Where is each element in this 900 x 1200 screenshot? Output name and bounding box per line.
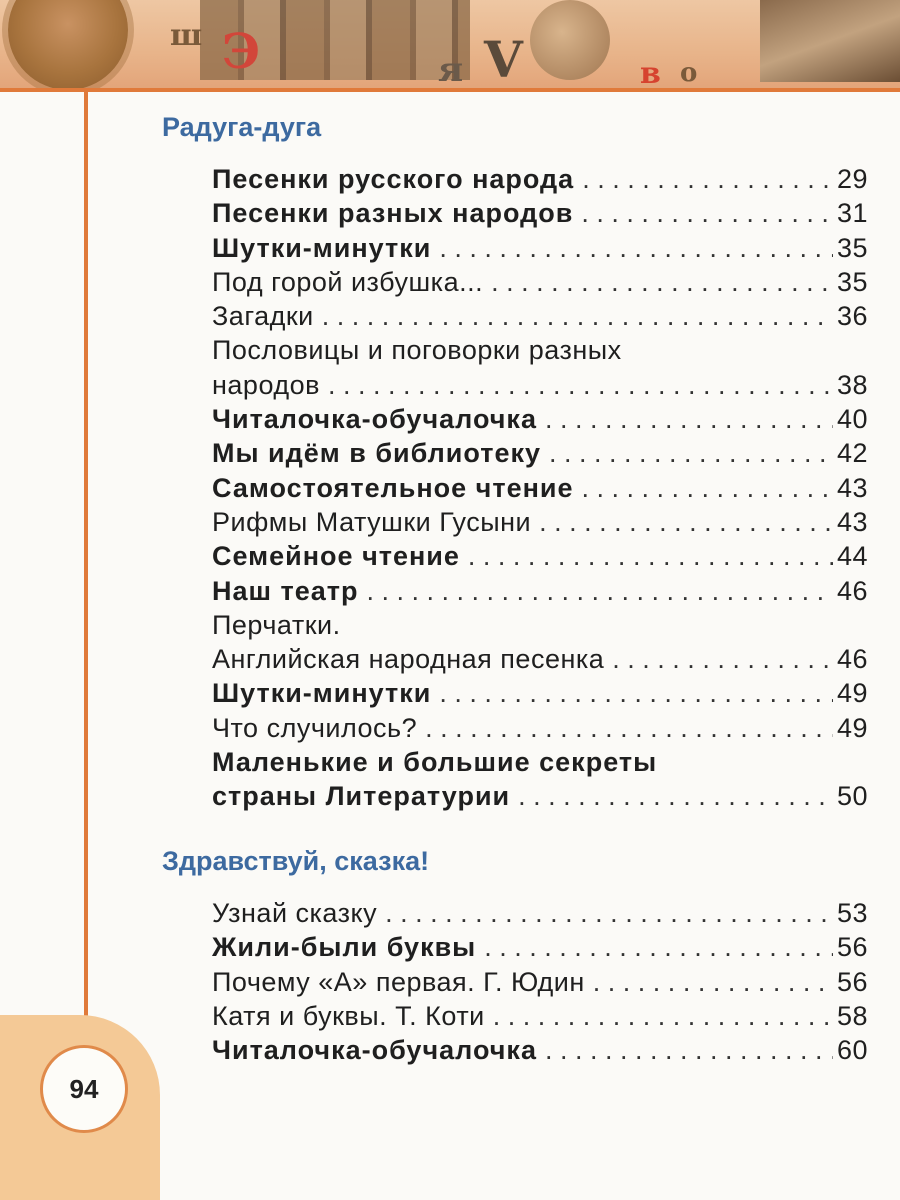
- toc-entry: [212, 265, 868, 299]
- toc-leader-dots: [468, 539, 833, 573]
- toc-entry-page: 36: [836, 301, 868, 332]
- toc-entry-title: Жили-были буквы: [212, 932, 477, 963]
- toc-entry-page: 35: [836, 266, 868, 297]
- toc-entry: [212, 711, 868, 745]
- toc-entry-page: 43: [836, 506, 868, 537]
- toc-leader-dots: [612, 642, 833, 676]
- toc-leader-dots: [518, 779, 833, 813]
- toc-entry: [212, 574, 868, 608]
- toc-entry: [212, 745, 868, 779]
- toc-entry-page: 49: [836, 712, 868, 743]
- banner-letter: я: [438, 50, 464, 88]
- toc-entry: [212, 299, 868, 333]
- banner-letter: Э: [222, 24, 261, 80]
- toc-entry-title: Песенки русского народа: [212, 164, 575, 194]
- toc-leader-dots: [439, 676, 833, 710]
- toc-leader-dots: [581, 196, 833, 230]
- header-divider: [0, 88, 900, 92]
- toc-entry-page: 29: [836, 164, 868, 194]
- toc-entry: [212, 896, 868, 930]
- toc-entry: [212, 965, 868, 999]
- toc-entry-title: Почему «А» первая. Г. Юдин: [212, 966, 585, 997]
- toc-entry-page: 56: [836, 966, 868, 997]
- toc-entry-title: Рифмы Матушки Гусыни: [212, 506, 532, 537]
- toc-entry: [212, 608, 868, 642]
- toc-entry: [212, 436, 868, 470]
- toc-entry-page: 43: [836, 472, 868, 503]
- toc-leader-dots: [439, 231, 833, 265]
- toc-entry: [212, 642, 868, 676]
- toc-entry-page: 50: [836, 781, 868, 812]
- toc-entry: [212, 676, 868, 710]
- banner-letter: в: [640, 56, 661, 88]
- toc-entry-page: 42: [836, 438, 868, 469]
- toc-entry-page: 46: [836, 575, 868, 606]
- toc-entry-title: Самостоятельное чтение: [212, 472, 574, 503]
- toc-entry-title: Узнай сказку: [212, 898, 378, 928]
- toc-entry-page: 38: [836, 369, 868, 400]
- toc-entry-title: страны Литературии: [212, 781, 511, 812]
- toc-entry-title: Читалочка-обучалочка: [212, 1035, 537, 1066]
- toc-entry-title: Наш театр: [212, 575, 359, 606]
- toc-leader-dots: [545, 402, 833, 436]
- toc-entry-page: 44: [836, 541, 868, 572]
- toc-entry-title: Английская народная песенка: [212, 644, 605, 675]
- toc-leader-dots: [582, 162, 833, 196]
- toc-leader-dots: [539, 505, 833, 539]
- toc-entry: [212, 368, 868, 402]
- open-book-icon: [760, 0, 900, 82]
- toc-entry-title: Шутки-минутки: [212, 232, 432, 263]
- toc-entry: [212, 196, 868, 230]
- toc-list: [212, 162, 868, 814]
- section-title: Радуга-дуга: [162, 112, 322, 142]
- toc-entry-title: Шутки-минутки: [212, 678, 432, 709]
- toc-entry-title: Перчатки.: [212, 609, 341, 640]
- toc-entry: [212, 231, 868, 265]
- toc-entry-title: Маленькие и большие секреты: [212, 747, 658, 778]
- header-banner: [0, 0, 900, 88]
- toc-entry-title: Пословицы и поговорки разных: [212, 335, 622, 366]
- page-number: 94: [40, 1045, 128, 1133]
- toc-entry-title: Катя и буквы. Т. Коти: [212, 1000, 485, 1031]
- toc-leader-dots: [425, 711, 833, 745]
- toc-leader-dots: [484, 930, 833, 964]
- toc-leader-dots: [328, 368, 833, 402]
- toc-entry: [212, 402, 868, 436]
- toc-entry-title: Что случилось?: [212, 712, 418, 743]
- toc-entry-page: 60: [836, 1035, 868, 1066]
- moon-star-icon: [530, 0, 610, 80]
- toc-leader-dots: [582, 471, 833, 505]
- toc-leader-dots: [322, 299, 833, 333]
- section-title: Здравствуй, сказка!: [162, 846, 430, 876]
- toc-entry-page: 31: [836, 198, 868, 229]
- toc-entry: [212, 930, 868, 964]
- toc-leader-dots: [491, 265, 833, 299]
- toc-entry-page: 35: [836, 232, 868, 263]
- banner-letter: V: [484, 30, 523, 88]
- toc-leader-dots: [493, 999, 833, 1033]
- toc-leader-dots: [385, 896, 833, 930]
- toc-entry-title: Под горой избушка...: [212, 266, 484, 297]
- toc-entry-page: 49: [836, 678, 868, 709]
- banner-letter: ш: [170, 18, 203, 53]
- toc-entry: [212, 471, 868, 505]
- toc-entry-page: 58: [836, 1000, 868, 1031]
- sun-face-icon: [8, 0, 128, 88]
- toc-leader-dots: [545, 1033, 833, 1067]
- toc-entry-title: народов: [212, 369, 320, 400]
- toc-leader-dots: [367, 574, 833, 608]
- toc-entry-page: 40: [836, 404, 868, 435]
- toc-entry-page: 56: [836, 932, 868, 963]
- toc-entry-title: Мы идём в библиотеку: [212, 438, 541, 469]
- toc-entry-title: Загадки: [212, 301, 314, 332]
- toc-entry: [212, 1033, 868, 1067]
- toc-entry-title: Читалочка-обучалочка: [212, 404, 537, 435]
- toc-entry: [212, 999, 868, 1033]
- toc-leader-dots: [593, 965, 833, 999]
- toc-entry-title: Песенки разных народов: [212, 198, 574, 229]
- toc-entry-page: 53: [836, 898, 868, 928]
- toc-entry-page: 46: [836, 644, 868, 675]
- toc-entry-title: Семейное чтение: [212, 541, 460, 572]
- toc-entry: [212, 779, 868, 813]
- toc-entry: [212, 539, 868, 573]
- toc-leader-dots: [549, 436, 833, 470]
- banner-letter: о: [680, 58, 698, 88]
- toc-list: [212, 896, 868, 1067]
- toc-entry: [212, 162, 868, 196]
- toc-entry: [212, 333, 868, 367]
- toc-entry: [212, 505, 868, 539]
